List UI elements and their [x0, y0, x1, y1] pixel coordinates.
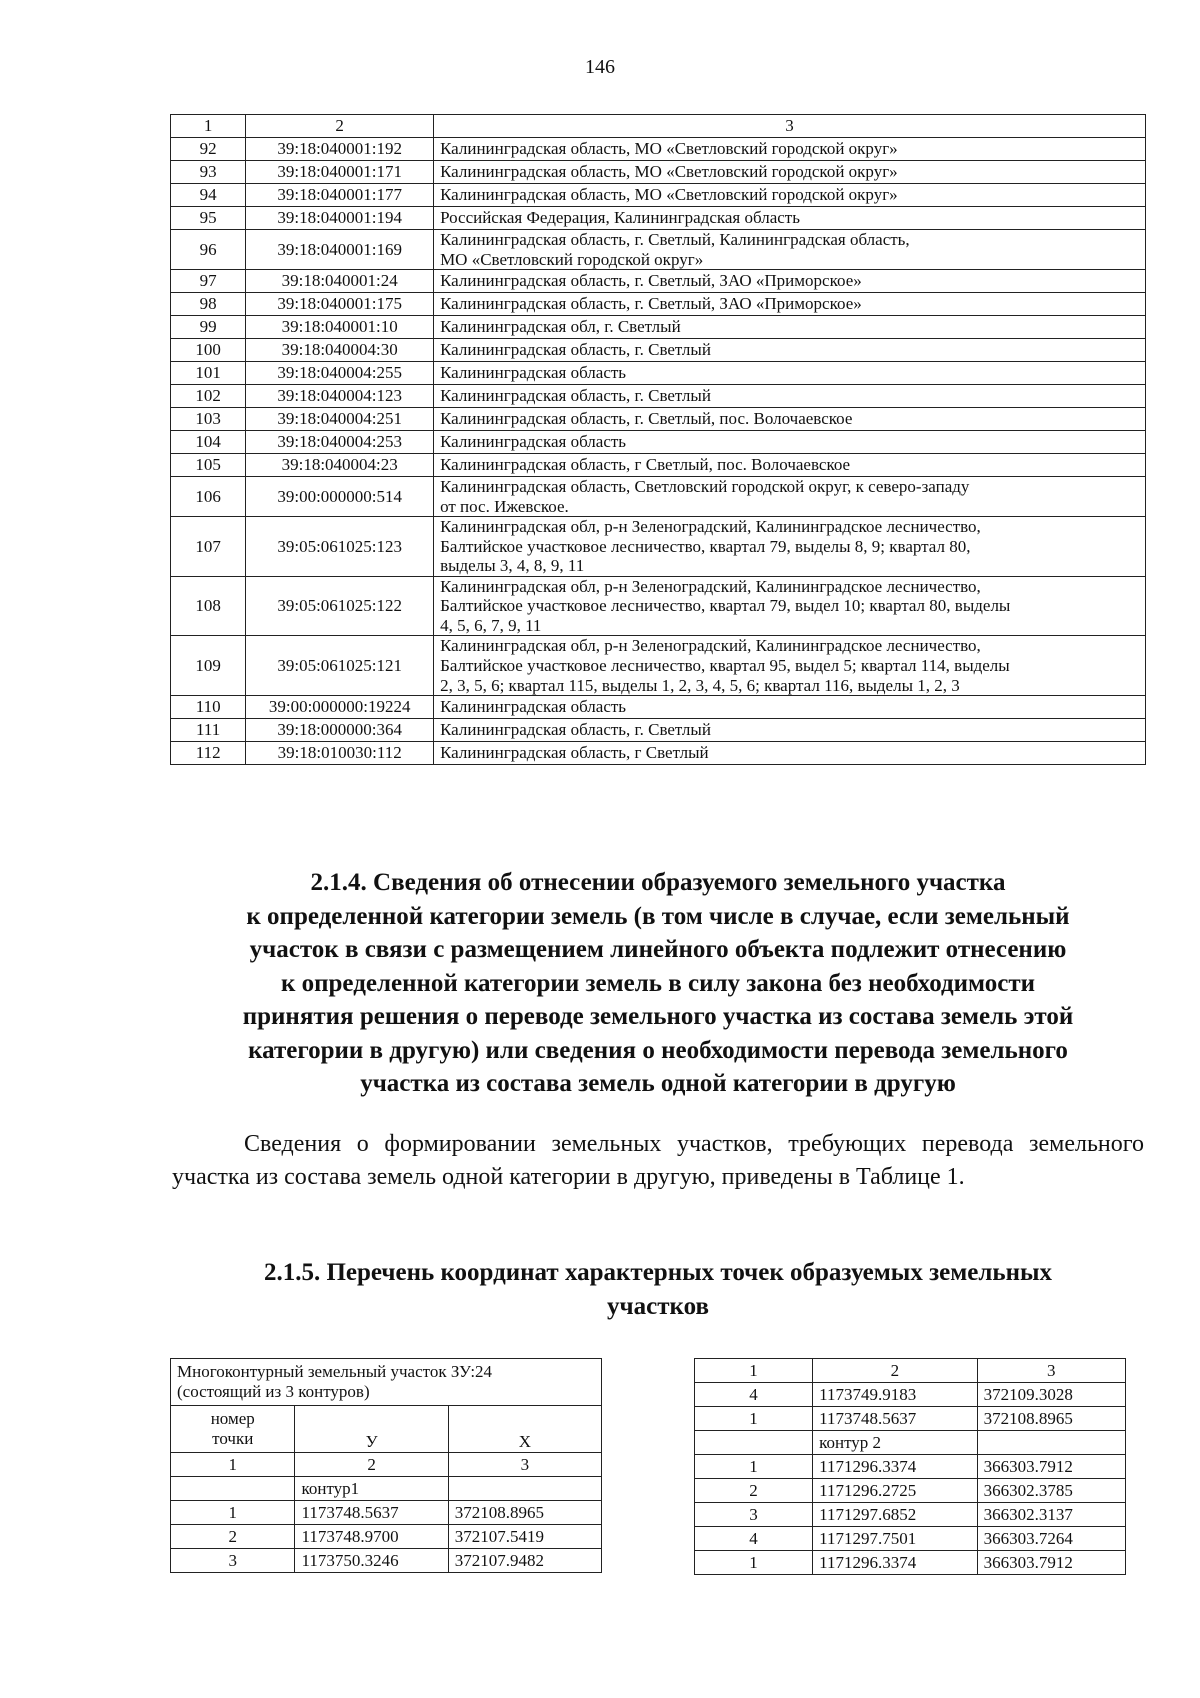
table-row: [171, 742, 1146, 765]
coordinates-right-rows-contour2: [695, 1455, 1126, 1575]
coordinate-x: 366302.3137: [977, 1503, 1125, 1527]
coordinate-y: 1173748.9700: [295, 1525, 448, 1549]
row-number: 95: [171, 207, 246, 230]
address: Калининградская обл, р-н Зеленоградский, Калининградское лесничество, Балтийское участковое лесничество, квартал 79, выделы 8, 9; квартал 80, выделы 3, 4, 8, 9, 11: [434, 517, 1146, 577]
table-row: [171, 408, 1146, 431]
point-number: 1: [695, 1551, 813, 1575]
coordinate-y: 1171297.6852: [813, 1503, 978, 1527]
table-row: [171, 293, 1146, 316]
coordinate-y: 1171296.2725: [813, 1479, 978, 1503]
table-row: [171, 385, 1146, 408]
cadastral-number: 39:18:040001:177: [246, 184, 434, 207]
coordinate-y: 1173749.9183: [813, 1383, 978, 1407]
table-row: [695, 1455, 1126, 1479]
coord-column-header-row: [171, 1406, 602, 1453]
row-number: 96: [171, 230, 246, 270]
row-number: 92: [171, 138, 246, 161]
cadastral-number: 39:18:000000:364: [246, 719, 434, 742]
number-header-2: 2: [295, 1453, 448, 1477]
coordinate-x: 372108.8965: [448, 1501, 601, 1525]
row-number: 97: [171, 270, 246, 293]
table-row: [695, 1383, 1126, 1407]
row-number: 102: [171, 385, 246, 408]
coordinate-x: 366303.7912: [977, 1455, 1125, 1479]
row-number: 105: [171, 454, 246, 477]
contour-empty-cell: [695, 1431, 813, 1455]
table-row: [171, 636, 1146, 696]
table-row: [171, 517, 1146, 577]
coord-number-header-row: [171, 1453, 602, 1477]
address: Калининградская область, г. Светлый, пос. Волочаевское: [434, 408, 1146, 431]
coordinate-x: 372107.9482: [448, 1549, 601, 1573]
cadastral-number: 39:18:040001:169: [246, 230, 434, 270]
row-number: 109: [171, 636, 246, 696]
table-row: [171, 576, 1146, 636]
address: 3: [434, 115, 1146, 138]
cadastral-number: 39:05:061025:121: [246, 636, 434, 696]
cadastral-number: 2: [246, 115, 434, 138]
cadastral-number: 39:18:040001:171: [246, 161, 434, 184]
table-row: [695, 1527, 1126, 1551]
cadastral-number: 39:00:000000:19224: [246, 696, 434, 719]
cadastral-number: 39:18:040001:175: [246, 293, 434, 316]
row-number: 110: [171, 696, 246, 719]
cadastral-number: 39:18:040004:30: [246, 339, 434, 362]
column-point-number-label: номер точки: [210, 1409, 255, 1448]
table-row: [171, 161, 1146, 184]
cadastral-number: 39:05:061025:122: [246, 576, 434, 636]
row-number: 111: [171, 719, 246, 742]
address: Калининградская область, г. Светлый: [434, 719, 1146, 742]
address: Калининградская область, г. Светлый, ЗАО «Приморское»: [434, 293, 1146, 316]
number-header-1: 1: [171, 1453, 295, 1477]
coordinate-y: 1173748.5637: [295, 1501, 448, 1525]
land-registry-table-body: [171, 115, 1146, 765]
coord-number-header-row: [695, 1359, 1126, 1383]
column-point-number: [171, 1406, 295, 1453]
coordinates-left-rows: [171, 1501, 602, 1573]
coordinate-y: 1171296.3374: [813, 1455, 978, 1479]
table-row: [695, 1407, 1126, 1431]
cadastral-number: 39:05:061025:123: [246, 517, 434, 577]
address: Калининградская область, МО «Светловский городской округ»: [434, 184, 1146, 207]
coordinate-x: 372109.3028: [977, 1383, 1125, 1407]
coordinate-y: 1171297.7501: [813, 1527, 978, 1551]
coordinates-table-right: [694, 1358, 1126, 1575]
cadastral-number: 39:18:040001:10: [246, 316, 434, 339]
cadastral-number: 39:18:040004:253: [246, 431, 434, 454]
table-row: [695, 1551, 1126, 1575]
row-number: 104: [171, 431, 246, 454]
address: Калининградская область, Светловский городской округ, к северо-западу от пос. Ижевское.: [434, 477, 1146, 517]
section-2-1-4-title: 2.1.4. Сведения об отнесении образуемого земельного участка к определенной категории земель (в том числе в случае, если земельный участок в связи с размещением линейного объекта подлежит отнесению к определенной категории земель в силу закона без необходимости принятия решения о переводе земельного участка из состава земель этой категории в другую) или сведения о необходимости перевода земельного участка из состава земель одной категории в другую: [242, 869, 1074, 1097]
address: Калининградская область, г. Светлый, ЗАО «Приморское»: [434, 270, 1146, 293]
point-number: 4: [695, 1383, 813, 1407]
contour-label: контур 2: [813, 1431, 978, 1455]
cadastral-number: 39:18:040004:255: [246, 362, 434, 385]
address: Калининградская область: [434, 362, 1146, 385]
row-number: 107: [171, 517, 246, 577]
point-number: 3: [695, 1503, 813, 1527]
address: Калининградская область, г. Светлый: [434, 339, 1146, 362]
table-row: [171, 454, 1146, 477]
address: Калининградская область, МО «Светловский городской округ»: [434, 161, 1146, 184]
row-number: 108: [171, 576, 246, 636]
point-number: 3: [171, 1549, 295, 1573]
address: Калининградская область, г Светлый: [434, 742, 1146, 765]
row-number: 103: [171, 408, 246, 431]
address: Калининградская обл, г. Светлый: [434, 316, 1146, 339]
coordinate-x: 366302.3785: [977, 1479, 1125, 1503]
point-number: 1: [695, 1455, 813, 1479]
contour-row: [171, 1477, 602, 1501]
coord-caption-text: Многоконтурный земельный участок ЗУ:24 (состоящий из 3 контуров): [177, 1362, 493, 1401]
row-number: 93: [171, 161, 246, 184]
coordinate-y: 1171296.3374: [813, 1551, 978, 1575]
cadastral-number: 39:18:040004:123: [246, 385, 434, 408]
address: Калининградская область, МО «Светловский городской округ»: [434, 138, 1146, 161]
number-header-3: 3: [448, 1453, 601, 1477]
address: Калининградская область: [434, 696, 1146, 719]
section-2-1-4-text: Сведения о формировании земельных участков, требующих перевода земельного участка из состава земель одной категории в другую, приведены в Таблице 1.: [172, 1131, 1144, 1190]
table-row: [171, 362, 1146, 385]
address: Калининградская область: [434, 431, 1146, 454]
table-row: [171, 431, 1146, 454]
coordinate-y: 1173748.5637: [813, 1407, 978, 1431]
row-number: 99: [171, 316, 246, 339]
coordinate-x: 366303.7912: [977, 1551, 1125, 1575]
table-row: [171, 477, 1146, 517]
section-2-1-5-heading: [170, 1256, 1146, 1324]
table-row: [695, 1479, 1126, 1503]
coordinate-x: 372108.8965: [977, 1407, 1125, 1431]
coordinate-x: 366303.7264: [977, 1527, 1125, 1551]
contour-empty-cell: [448, 1477, 601, 1501]
point-number: 1: [695, 1407, 813, 1431]
point-number: 2: [171, 1525, 295, 1549]
table-row: [171, 230, 1146, 270]
row-number: 106: [171, 477, 246, 517]
column-x: Х: [448, 1406, 601, 1453]
row-number: 98: [171, 293, 246, 316]
cadastral-number: 39:18:010030:112: [246, 742, 434, 765]
coord-caption: [171, 1359, 602, 1406]
cadastral-number: 39:18:040004:251: [246, 408, 434, 431]
cadastral-number: 39:18:040001:24: [246, 270, 434, 293]
row-number: 94: [171, 184, 246, 207]
number-header-3: 3: [977, 1359, 1125, 1383]
row-number: 1: [171, 115, 246, 138]
number-header-2: 2: [813, 1359, 978, 1383]
table-row: [695, 1503, 1126, 1527]
page-number: 146: [585, 56, 615, 78]
coordinates-table-left: [170, 1358, 602, 1573]
table-row: [171, 207, 1146, 230]
land-registry-table: [170, 114, 1146, 765]
number-header-1: 1: [695, 1359, 813, 1383]
coord-caption-row: [171, 1359, 602, 1406]
contour-empty-cell: [171, 1477, 295, 1501]
point-number: 1: [171, 1501, 295, 1525]
table-row: [171, 1525, 602, 1549]
table-row: [171, 719, 1146, 742]
contour-row: [695, 1431, 1126, 1455]
table-row: [171, 316, 1146, 339]
table-header-row: [171, 115, 1146, 138]
cadastral-number: 39:18:040001:194: [246, 207, 434, 230]
coordinates-right-rows-contour1: [695, 1383, 1126, 1431]
address: Калининградская обл, р-н Зеленоградский, Калининградское лесничество, Балтийское участковое лесничество, квартал 95, выдел 5; квартал 114, выделы 2, 3, 5, 6; квартал 115, выделы 1, 2, 3, 4, 5, 6; квартал 116, выделы 1, 2, 3: [434, 636, 1146, 696]
coordinate-x: 372107.5419: [448, 1525, 601, 1549]
point-number: 4: [695, 1527, 813, 1551]
table-row: [171, 270, 1146, 293]
row-number: 100: [171, 339, 246, 362]
address: Калининградская область, г. Светлый: [434, 385, 1146, 408]
table-row: [171, 339, 1146, 362]
contour-label: контур1: [295, 1477, 448, 1501]
column-y: У: [295, 1406, 448, 1453]
address: Калининградская обл, р-н Зеленоградский, Калининградское лесничество, Балтийское участковое лесничество, квартал 79, выдел 10; квартал 80, выделы 4, 5, 6, 7, 9, 11: [434, 576, 1146, 636]
row-number: 101: [171, 362, 246, 385]
cadastral-number: 39:00:000000:514: [246, 477, 434, 517]
address: Калининградская область, г Светлый, пос. Волочаевское: [434, 454, 1146, 477]
table-row: [171, 696, 1146, 719]
cadastral-number: 39:18:040001:192: [246, 138, 434, 161]
coordinate-y: 1173750.3246: [295, 1549, 448, 1573]
table-row: [171, 138, 1146, 161]
address: Калининградская область, г. Светлый, Калининградская область, МО «Светловский городской округ»: [434, 230, 1146, 270]
address: Российская Федерация, Калининградская область: [434, 207, 1146, 230]
section-2-1-5-title: 2.1.5. Перечень координат характерных точек образуемых земельных участков: [263, 1259, 1053, 1320]
cadastral-number: 39:18:040004:23: [246, 454, 434, 477]
row-number: 112: [171, 742, 246, 765]
section-2-1-4-heading: [170, 866, 1146, 1101]
table-row: [171, 1549, 602, 1573]
table-row: [171, 184, 1146, 207]
contour-empty-cell: [977, 1431, 1125, 1455]
table-row: [171, 1501, 602, 1525]
section-2-1-4-paragraph: [172, 1128, 1144, 1194]
point-number: 2: [695, 1479, 813, 1503]
